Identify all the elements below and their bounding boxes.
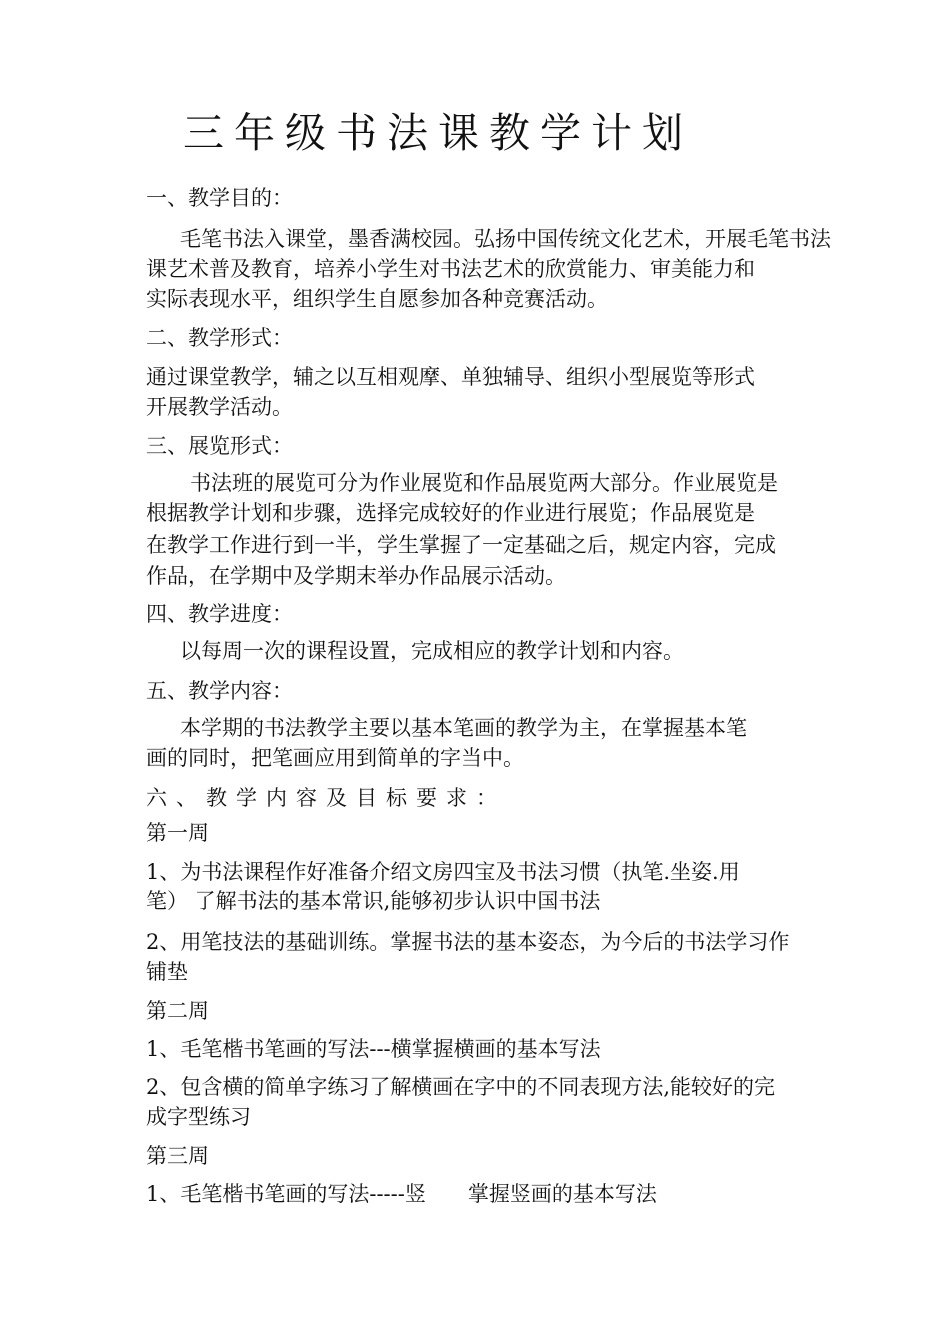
paragraph-line: 开展教学活动。 [146, 395, 293, 419]
section-heading-4: 四、教学进度： [146, 602, 293, 626]
section-heading-2: 二、教学形式： [146, 326, 293, 350]
section-heading-5: 五、教学内容： [146, 679, 293, 703]
document-title: 三年级书法课教学计划 [183, 109, 693, 157]
paragraph-line: 本学期的书法教学主要以基本笔画的教学为主，在掌握基本笔 [180, 716, 747, 740]
list-item-continued: 笔） 了解书法的基本常识,能够初步认识中国书法 [146, 889, 601, 913]
list-item: 1、为书法课程作好准备介绍文房四宝及书法习惯（执笔.坐姿.用 [146, 860, 740, 884]
paragraph-line: 作品，在学期中及学期末举办作品展示活动。 [146, 564, 566, 588]
list-item: 1、毛笔楷书笔画的写法---横掌握横画的基本写法 [146, 1037, 601, 1061]
section-heading-3: 三、展览形式： [146, 434, 293, 458]
paragraph-line: 毛笔书法入课堂，墨香满校园。弘扬中国传统文化艺术，开展毛笔书法 [180, 227, 831, 251]
paragraph-line: 通过课堂教学，辅之以互相观摩、单独辅导、组织小型展览等形式 [146, 365, 755, 389]
section-heading-6: 六、教学内容及目标要求： [146, 786, 506, 810]
paragraph-line: 根据教学计划和步骤，选择完成较好的作业进行展览；作品展览是 [146, 501, 755, 525]
list-item-continued: 成字型练习 [146, 1105, 251, 1129]
paragraph-line: 以每周一次的课程设置，完成相应的教学计划和内容。 [180, 639, 684, 663]
list-item: 2、包含横的简单字练习了解横画在字中的不同表现方法,能较好的完 [146, 1075, 776, 1099]
week-heading-3: 第三周 [146, 1144, 209, 1168]
list-item: 1、毛笔楷书笔画的写法-----竖 掌握竖画的基本写法 [146, 1182, 657, 1206]
paragraph-line: 课艺术普及教育，培养小学生对书法艺术的欣赏能力、审美能力和 [146, 257, 755, 281]
list-item-continued: 铺垫 [146, 960, 188, 984]
paragraph-line: 实际表现水平，组织学生自愿参加各种竞赛活动。 [146, 287, 608, 311]
paragraph-line: 画的同时，把笔画应用到简单的字当中。 [146, 746, 524, 770]
paragraph-line: 在教学工作进行到一半，学生掌握了一定基础之后，规定内容，完成 [146, 533, 776, 557]
week-heading-2: 第二周 [146, 999, 209, 1023]
section-heading-1: 一、教学目的： [146, 186, 293, 210]
paragraph-line: 书法班的展览可分为作业展览和作品展览两大部分。作业展览是 [190, 471, 778, 495]
week-heading-1: 第一周 [146, 821, 209, 845]
list-item: 2、用笔技法的基础训练。掌握书法的基本姿态，为今后的书法学习作 [146, 930, 790, 954]
